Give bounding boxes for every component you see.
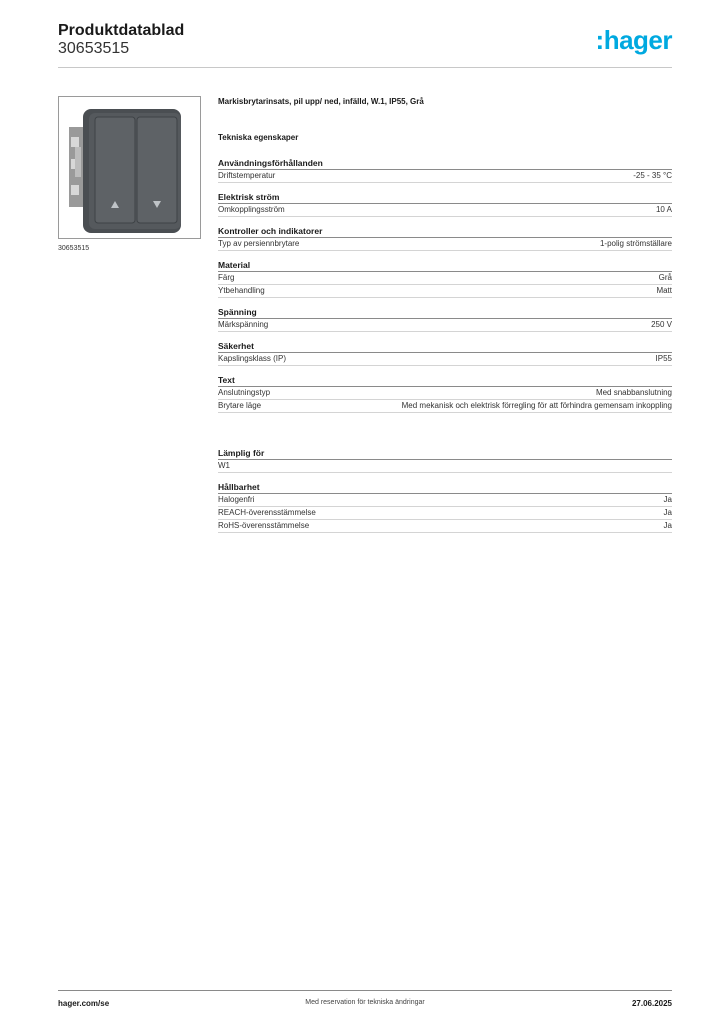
spec-row <box>218 507 672 520</box>
spec-value: Ja <box>663 508 672 517</box>
page-footer <box>58 990 672 1010</box>
spec-label: Anslutningstyp <box>218 388 271 397</box>
spec-row <box>218 170 672 183</box>
spec-value: 10 A <box>655 205 672 214</box>
spec-value: Ja <box>663 521 672 530</box>
group-title: Lämplig för <box>218 448 672 460</box>
spec-row <box>218 353 672 366</box>
spec-label: RoHS-överensstämmelse <box>218 521 310 530</box>
blind-switch-product-icon <box>59 97 201 239</box>
spec-group-material <box>218 260 672 298</box>
logo-text: hager <box>603 25 672 55</box>
spec-value: -25 - 35 °C <box>633 171 672 180</box>
spec-row <box>218 494 672 507</box>
group-title: Material <box>218 260 672 272</box>
spec-value: 250 V <box>651 320 672 329</box>
group-title: Spänning <box>218 307 672 319</box>
spec-label: W1 <box>218 461 230 470</box>
section-title-technical: Tekniska egenskaper <box>218 133 299 142</box>
spec-row <box>218 272 672 285</box>
spec-group-safety <box>218 341 672 366</box>
spec-label: REACH-överensstämmelse <box>218 508 316 517</box>
image-caption: 30653515 <box>58 245 90 252</box>
spacer <box>218 422 672 448</box>
footer-date: 27.06.2025 <box>631 999 672 1008</box>
page-header <box>58 22 672 68</box>
spec-label: Driftstemperatur <box>218 171 276 180</box>
footer-website: hager.com/se <box>58 999 110 1008</box>
group-title: Elektrisk ström <box>218 192 672 204</box>
spec-label: Ytbehandling <box>218 286 265 295</box>
spec-row <box>218 460 672 473</box>
group-title: Kontroller och indikatorer <box>218 226 672 238</box>
spec-row <box>218 204 672 217</box>
spec-value: Med mekanisk och elektrisk förregling för att förhindra gemensam inkoppling <box>401 401 672 410</box>
spec-group-sustainability <box>218 482 672 533</box>
spec-row <box>218 400 672 413</box>
spec-value: Med snabbanslutning <box>595 388 672 397</box>
spec-label: Märkspänning <box>218 320 269 329</box>
spec-label: Halogenfri <box>218 495 255 504</box>
spec-group-usage <box>218 158 672 183</box>
spec-row <box>218 520 672 533</box>
spec-group-text <box>218 375 672 413</box>
spec-value: Grå <box>658 273 672 282</box>
spec-group-voltage <box>218 307 672 332</box>
group-title: Hållbarhet <box>218 482 672 494</box>
hager-logo: :hager <box>595 25 672 55</box>
spec-row <box>218 238 672 251</box>
spec-group-current <box>218 192 672 217</box>
spec-label: Brytare läge <box>218 401 262 410</box>
group-title: Säkerhet <box>218 341 672 353</box>
spec-label: Typ av persiennbrytare <box>218 239 300 248</box>
product-details <box>218 97 672 542</box>
spec-value: Ja <box>663 495 672 504</box>
spec-label: Kapslingsklass (IP) <box>218 354 287 363</box>
page-title: Produktdatablad <box>58 22 185 39</box>
spec-row <box>218 319 672 332</box>
spec-group-controls <box>218 226 672 251</box>
spec-label: Omkopplingsström <box>218 205 285 214</box>
product-number: 30653515 <box>58 40 130 57</box>
spec-row <box>218 387 672 400</box>
spec-label: Färg <box>218 273 235 282</box>
product-image <box>58 96 201 239</box>
group-title: Text <box>218 375 672 387</box>
spec-value: 1-polig strömställare <box>599 239 672 248</box>
spec-group-suitable <box>218 448 672 473</box>
group-title: Användningsförhållanden <box>218 158 672 170</box>
spec-value: IP55 <box>655 354 672 363</box>
spec-row <box>218 285 672 298</box>
product-name: Markisbrytarinsats, pil upp/ ned, infälld, W.1, IP55, Grå <box>218 97 424 106</box>
spec-value: Matt <box>656 286 672 295</box>
footer-note: Med reservation för tekniska ändringar <box>305 999 425 1006</box>
